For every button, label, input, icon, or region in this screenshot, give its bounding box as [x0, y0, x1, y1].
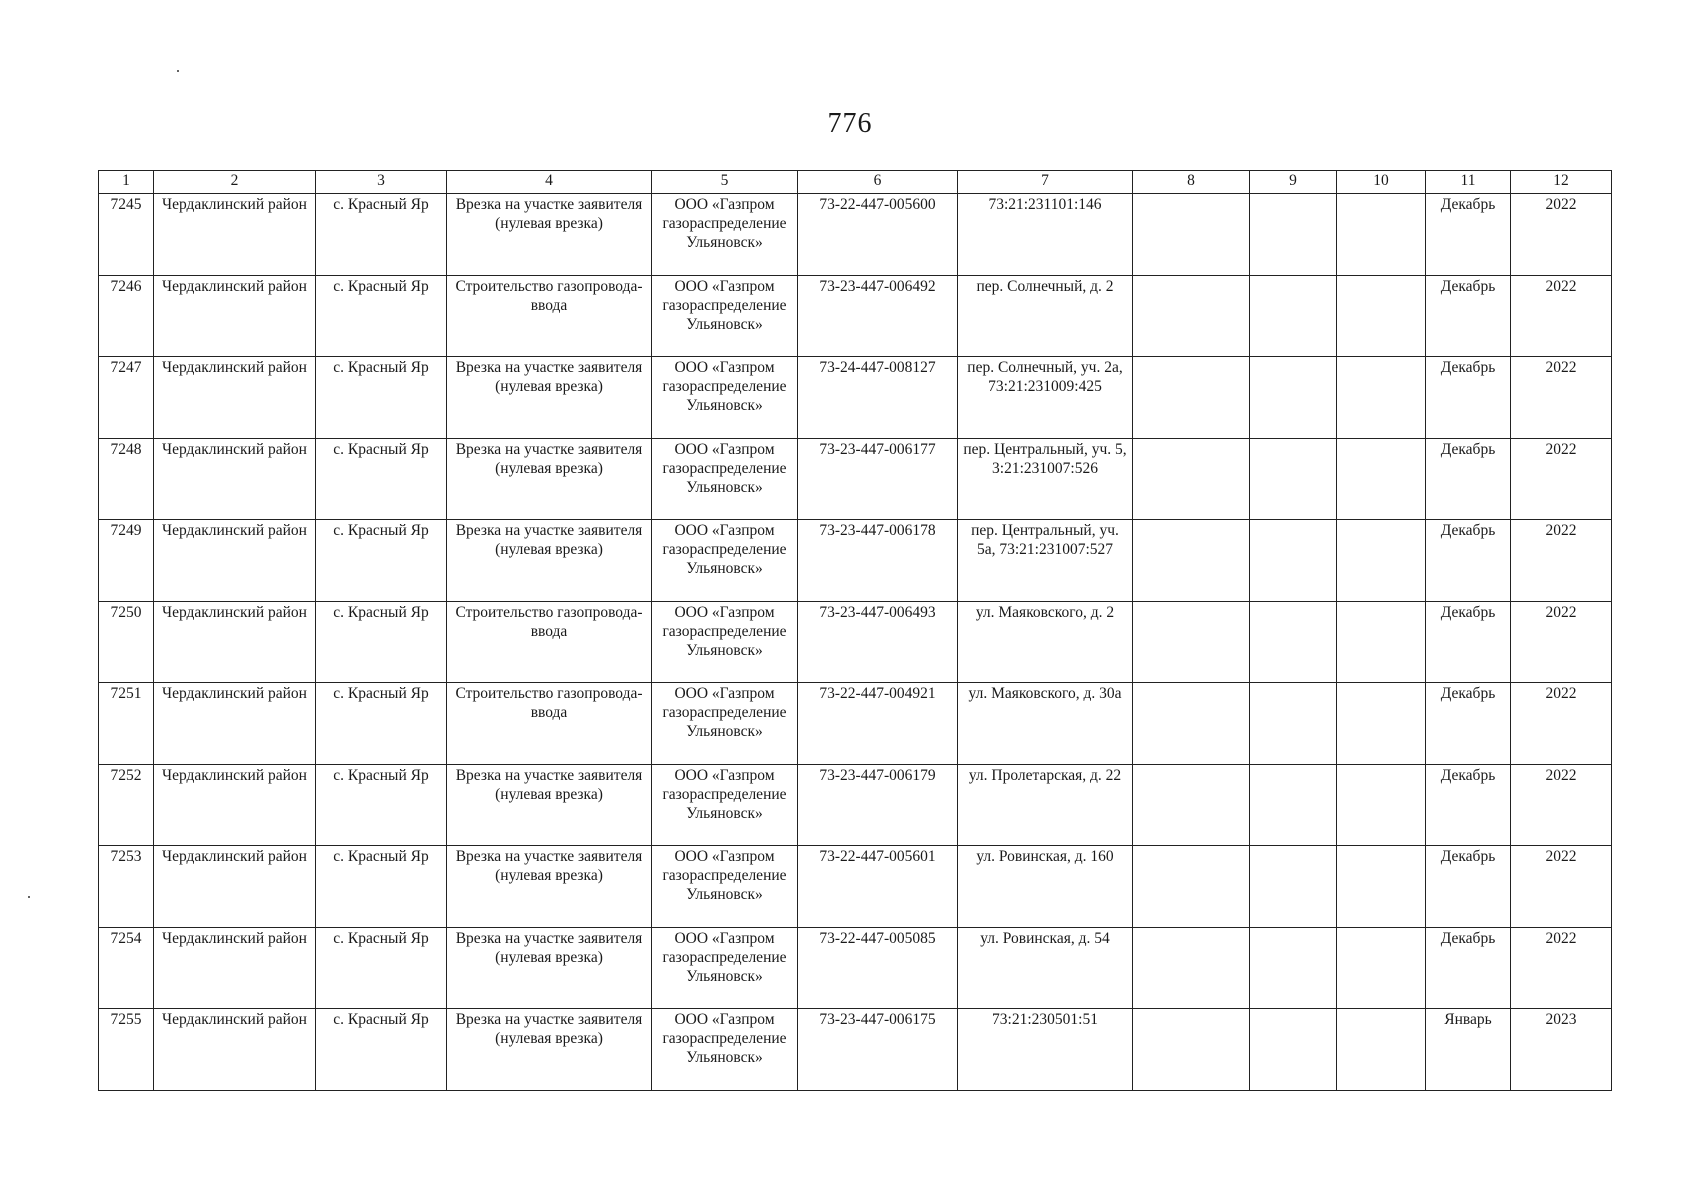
column-header: 9 [1250, 171, 1337, 194]
cell-district: Чердаклинский район [154, 275, 316, 357]
cell-col-8 [1133, 194, 1250, 276]
table-row [99, 1009, 1612, 1091]
cell-district: Чердаклинский район [154, 357, 316, 439]
table-row [99, 438, 1612, 520]
cell-address: ул. Ровинская, д. 160 [958, 846, 1133, 928]
cell-settlement: с. Красный Яр [316, 275, 447, 357]
cell-col-10 [1337, 275, 1426, 357]
cell-settlement: с. Красный Яр [316, 520, 447, 602]
cell-code: 73-22-447-005600 [798, 194, 958, 276]
cell-settlement: с. Красный Яр [316, 194, 447, 276]
page-number: 776 [827, 108, 873, 139]
cell-year: 2022 [1511, 357, 1612, 439]
table-row [99, 275, 1612, 357]
table-row [99, 601, 1612, 683]
cell-code: 73-22-447-005085 [798, 927, 958, 1009]
cell-number: 7245 [99, 194, 154, 276]
cell-settlement: с. Красный Яр [316, 438, 447, 520]
cell-address: ул. Пролетарская, д. 22 [958, 764, 1133, 846]
cell-year: 2023 [1511, 1009, 1612, 1091]
cell-col-8 [1133, 927, 1250, 1009]
cell-number: 7254 [99, 927, 154, 1009]
cell-number: 7253 [99, 846, 154, 928]
cell-district: Чердаклинский район [154, 764, 316, 846]
cell-work-type: Врезка на участке заявителя (нулевая врезка) [447, 438, 652, 520]
cell-district: Чердаклинский район [154, 846, 316, 928]
cell-settlement: с. Красный Яр [316, 1009, 447, 1091]
cell-organization: ООО «Газпром газораспределение Ульяновск» [652, 764, 798, 846]
column-header: 1 [99, 171, 154, 194]
cell-year: 2022 [1511, 683, 1612, 765]
cell-col-8 [1133, 846, 1250, 928]
cell-district: Чердаклинский район [154, 520, 316, 602]
cell-col-10 [1337, 846, 1426, 928]
column-header: 3 [316, 171, 447, 194]
column-header: 7 [958, 171, 1133, 194]
cell-col-9 [1250, 520, 1337, 602]
cell-col-9 [1250, 846, 1337, 928]
cell-settlement: с. Красный Яр [316, 927, 447, 1009]
cell-work-type: Врезка на участке заявителя (нулевая врезка) [447, 927, 652, 1009]
table-row [99, 357, 1612, 439]
cell-address: ул. Маяковского, д. 30а [958, 683, 1133, 765]
cell-code: 73-23-447-006177 [798, 438, 958, 520]
cell-address: пер. Центральный, уч. 5, 3:21:231007:526 [958, 438, 1133, 520]
header-row [99, 171, 1612, 194]
table-row [99, 764, 1612, 846]
cell-district: Чердаклинский район [154, 927, 316, 1009]
cell-year: 2022 [1511, 520, 1612, 602]
cell-month: Декабрь [1426, 438, 1511, 520]
cell-address: ул. Ровинская, д. 54 [958, 927, 1133, 1009]
cell-year: 2022 [1511, 601, 1612, 683]
cell-col-8 [1133, 764, 1250, 846]
cell-work-type: Строительство газопровода-ввода [447, 601, 652, 683]
cell-month: Декабрь [1426, 601, 1511, 683]
cell-month: Декабрь [1426, 764, 1511, 846]
cell-number: 7248 [99, 438, 154, 520]
cell-year: 2022 [1511, 438, 1612, 520]
cell-year: 2022 [1511, 764, 1612, 846]
cell-organization: ООО «Газпром газораспределение Ульяновск» [652, 520, 798, 602]
cell-month: Декабрь [1426, 275, 1511, 357]
cell-settlement: с. Красный Яр [316, 683, 447, 765]
cell-organization: ООО «Газпром газораспределение Ульяновск» [652, 601, 798, 683]
cell-number: 7250 [99, 601, 154, 683]
cell-month: Декабрь [1426, 357, 1511, 439]
cell-work-type: Строительство газопровода-ввода [447, 275, 652, 357]
table-row [99, 520, 1612, 602]
cell-col-8 [1133, 1009, 1250, 1091]
cell-address: пер. Центральный, уч. 5а, 73:21:231007:527 [958, 520, 1133, 602]
cell-number: 7246 [99, 275, 154, 357]
cell-work-type: Врезка на участке заявителя (нулевая врезка) [447, 764, 652, 846]
cell-col-9 [1250, 438, 1337, 520]
cell-month: Декабрь [1426, 520, 1511, 602]
cell-col-9 [1250, 275, 1337, 357]
cell-code: 73-23-447-006178 [798, 520, 958, 602]
cell-district: Чердаклинский район [154, 194, 316, 276]
cell-organization: ООО «Газпром газораспределение Ульяновск» [652, 927, 798, 1009]
cell-district: Чердаклинский район [154, 683, 316, 765]
cell-organization: ООО «Газпром газораспределение Ульяновск» [652, 194, 798, 276]
cell-settlement: с. Красный Яр [316, 601, 447, 683]
cell-number: 7252 [99, 764, 154, 846]
cell-settlement: с. Красный Яр [316, 357, 447, 439]
cell-col-10 [1337, 520, 1426, 602]
cell-code: 73-23-447-006175 [798, 1009, 958, 1091]
cell-col-10 [1337, 194, 1426, 276]
scan-speck [28, 896, 30, 898]
cell-work-type: Врезка на участке заявителя (нулевая врезка) [447, 846, 652, 928]
cell-col-10 [1337, 357, 1426, 439]
cell-col-10 [1337, 927, 1426, 1009]
cell-work-type: Врезка на участке заявителя (нулевая врезка) [447, 1009, 652, 1091]
cell-year: 2022 [1511, 927, 1612, 1009]
cell-work-type: Строительство газопровода-ввода [447, 683, 652, 765]
column-header: 5 [652, 171, 798, 194]
cell-col-9 [1250, 927, 1337, 1009]
column-header: 8 [1133, 171, 1250, 194]
cell-organization: ООО «Газпром газораспределение Ульяновск» [652, 683, 798, 765]
cell-code: 73-22-447-004921 [798, 683, 958, 765]
cell-address: ул. Маяковского, д. 2 [958, 601, 1133, 683]
cell-number: 7255 [99, 1009, 154, 1091]
cell-col-8 [1133, 275, 1250, 357]
table-row [99, 683, 1612, 765]
cell-col-9 [1250, 1009, 1337, 1091]
column-header: 4 [447, 171, 652, 194]
register-table [98, 170, 1612, 1091]
table-body [99, 194, 1612, 1091]
cell-col-8 [1133, 520, 1250, 602]
cell-year: 2022 [1511, 846, 1612, 928]
cell-col-10 [1337, 764, 1426, 846]
table-row [99, 927, 1612, 1009]
cell-number: 7249 [99, 520, 154, 602]
cell-col-8 [1133, 683, 1250, 765]
cell-code: 73-23-447-006492 [798, 275, 958, 357]
cell-organization: ООО «Газпром газораспределение Ульяновск» [652, 1009, 798, 1091]
cell-col-8 [1133, 601, 1250, 683]
cell-col-10 [1337, 1009, 1426, 1091]
scan-speck [177, 70, 179, 72]
cell-number: 7251 [99, 683, 154, 765]
column-header: 11 [1426, 171, 1511, 194]
cell-col-9 [1250, 194, 1337, 276]
cell-col-10 [1337, 683, 1426, 765]
cell-year: 2022 [1511, 275, 1612, 357]
cell-organization: ООО «Газпром газораспределение Ульяновск» [652, 438, 798, 520]
cell-address: 73:21:231101:146 [958, 194, 1133, 276]
table-row [99, 846, 1612, 928]
cell-address: пер. Солнечный, д. 2 [958, 275, 1133, 357]
column-header: 10 [1337, 171, 1426, 194]
cell-settlement: с. Красный Яр [316, 846, 447, 928]
cell-col-9 [1250, 357, 1337, 439]
cell-number: 7247 [99, 357, 154, 439]
cell-address: пер. Солнечный, уч. 2а, 73:21:231009:425 [958, 357, 1133, 439]
cell-code: 73-24-447-008127 [798, 357, 958, 439]
cell-code: 73-22-447-005601 [798, 846, 958, 928]
cell-work-type: Врезка на участке заявителя (нулевая врезка) [447, 357, 652, 439]
cell-col-9 [1250, 683, 1337, 765]
cell-year: 2022 [1511, 194, 1612, 276]
column-header: 6 [798, 171, 958, 194]
cell-col-10 [1337, 601, 1426, 683]
cell-organization: ООО «Газпром газораспределение Ульяновск» [652, 357, 798, 439]
column-header: 2 [154, 171, 316, 194]
cell-col-10 [1337, 438, 1426, 520]
cell-organization: ООО «Газпром газораспределение Ульяновск» [652, 275, 798, 357]
cell-month: Январь [1426, 1009, 1511, 1091]
cell-district: Чердаклинский район [154, 438, 316, 520]
cell-month: Декабрь [1426, 683, 1511, 765]
cell-district: Чердаклинский район [154, 1009, 316, 1091]
cell-month: Декабрь [1426, 194, 1511, 276]
cell-organization: ООО «Газпром газораспределение Ульяновск» [652, 846, 798, 928]
column-header: 12 [1511, 171, 1612, 194]
cell-code: 73-23-447-006179 [798, 764, 958, 846]
cell-work-type: Врезка на участке заявителя (нулевая врезка) [447, 194, 652, 276]
cell-month: Декабрь [1426, 846, 1511, 928]
cell-col-8 [1133, 357, 1250, 439]
cell-col-9 [1250, 601, 1337, 683]
cell-district: Чердаклинский район [154, 601, 316, 683]
cell-settlement: с. Красный Яр [316, 764, 447, 846]
cell-month: Декабрь [1426, 927, 1511, 1009]
cell-address: 73:21:230501:51 [958, 1009, 1133, 1091]
cell-col-8 [1133, 438, 1250, 520]
table-row [99, 194, 1612, 276]
cell-code: 73-23-447-006493 [798, 601, 958, 683]
cell-work-type: Врезка на участке заявителя (нулевая врезка) [447, 520, 652, 602]
cell-col-9 [1250, 764, 1337, 846]
